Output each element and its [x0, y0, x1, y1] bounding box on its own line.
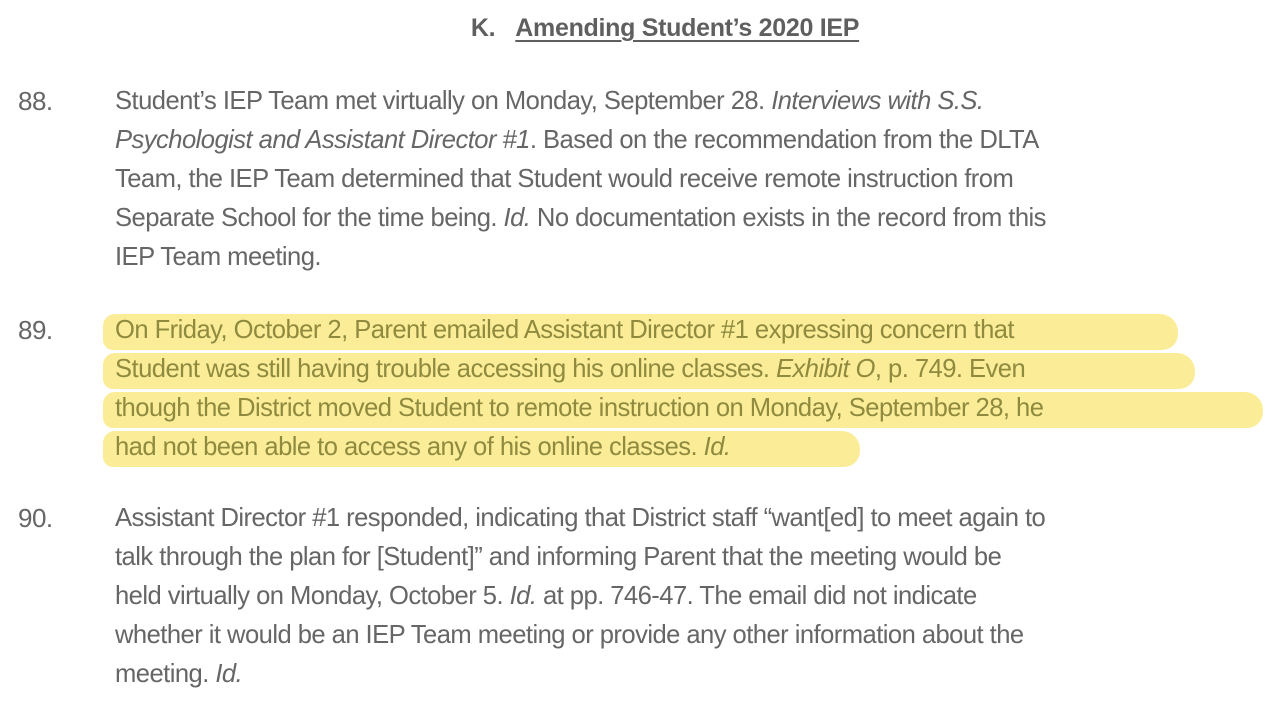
line-content: [115, 621, 1024, 649]
text-line: [115, 499, 1265, 538]
text-run: whether it would be an IEP Team meeting or provide any other information about the: [115, 621, 1024, 649]
text-run: Student was still having trouble accessing his online classes.: [115, 355, 777, 383]
text-run: though the District moved Student to remote instruction on Monday, September 28, he: [115, 394, 1044, 422]
paragraph-number: 90.: [18, 503, 53, 533]
paragraph-number: 88.: [18, 86, 53, 116]
paragraph-text: [115, 311, 1265, 467]
line-content: [115, 316, 1014, 344]
citation-italic: Id.: [703, 433, 731, 461]
text-run: IEP Team meeting.: [115, 243, 321, 271]
text-run: meeting.: [115, 660, 216, 688]
section-letter: K.: [470, 14, 496, 42]
text-run: Team, the IEP Team determined that Student would receive remote instruction from: [115, 165, 1014, 193]
line-content: [115, 243, 321, 271]
text-line: [115, 616, 1265, 655]
paragraph-number: 89.: [18, 315, 53, 345]
section-title: Amending Student’s 2020 IEP: [515, 14, 860, 42]
citation-italic: Interviews with S.S.: [771, 87, 984, 115]
line-content: [115, 394, 1043, 422]
citation-italic: Exhibit O: [776, 355, 875, 383]
text-run: talk through the plan for [Student]” and informing Parent that the meeting would be: [115, 543, 1002, 571]
text-line: [115, 428, 1265, 467]
text-line: [115, 160, 1265, 199]
line-content: [115, 543, 1001, 571]
citation-italic: Id.: [503, 204, 531, 232]
text-run: held virtually on Monday, October 5.: [115, 582, 510, 610]
line-content: [115, 126, 1039, 154]
text-line: [115, 238, 1265, 277]
text-line: [115, 577, 1265, 616]
text-run: No documentation exists in the record from this: [530, 204, 1046, 232]
citation-italic: Id.: [509, 582, 537, 610]
text-line: [115, 350, 1265, 389]
line-content: [115, 87, 984, 115]
section-heading: [0, 14, 1280, 43]
text-line: [115, 199, 1265, 238]
line-content: [115, 660, 242, 688]
text-run: . Based on the recommendation from the DLTA: [529, 126, 1039, 154]
text-line: [115, 311, 1265, 350]
citation-italic: Id.: [215, 660, 243, 688]
paragraph-text: [115, 499, 1265, 694]
text-run: Separate School for the time being.: [115, 204, 504, 232]
text-run: at pp. 746-47. The email did not indicate: [536, 582, 977, 610]
text-run: Student’s IEP Team met virtually on Monday, September 28.: [115, 87, 772, 115]
text-line: [115, 389, 1265, 428]
line-content: [115, 504, 1045, 532]
text-run: , p. 749. Even: [874, 355, 1026, 383]
text-line: [115, 538, 1265, 577]
text-run: On Friday, October 2, Parent emailed Assistant Director #1 expressing concern that: [115, 316, 1014, 344]
text-run: Assistant Director #1 responded, indicating that District staff “want[ed] to meet again to: [115, 504, 1046, 532]
line-content: [115, 204, 1046, 232]
paragraph-text: [115, 82, 1265, 277]
line-content: [115, 355, 1025, 383]
line-content: [115, 582, 977, 610]
text-line: [115, 655, 1265, 694]
text-run: had not been able to access any of his online classes.: [115, 433, 704, 461]
line-content: [115, 433, 730, 461]
text-line: [115, 121, 1265, 160]
line-content: [115, 165, 1013, 193]
citation-italic: Psychologist and Assistant Director #1: [115, 126, 530, 154]
text-line: [115, 82, 1265, 121]
